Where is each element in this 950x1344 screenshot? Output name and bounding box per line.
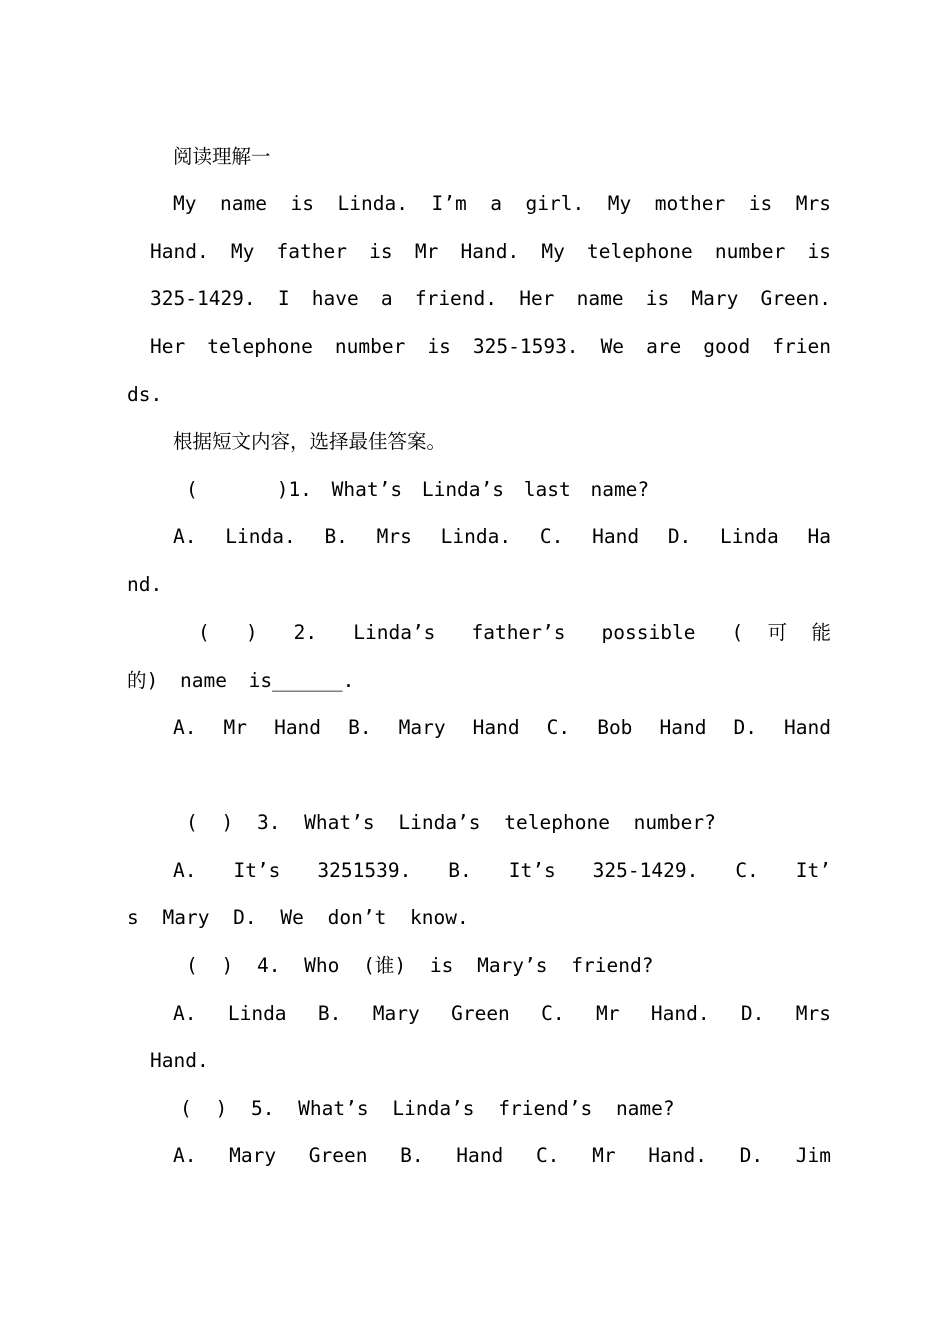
- section-title: 阅读理解一: [173, 145, 271, 168]
- question-5-options: A. Mary Green B. Hand C. Mr Hand. D. Jim: [173, 1144, 831, 1167]
- question-1-options: A. Linda. B. Mrs Linda. C. Hand D. Linda Ha: [173, 525, 831, 548]
- question-4-options: A. Linda B. Mary Green C. Mr Hand. D. Mrs: [173, 1002, 831, 1025]
- question-1-options-cont: nd.: [127, 573, 163, 596]
- question-2-stem-cont: 的) name is______.: [127, 669, 355, 692]
- question-4-stem: ( ) 4. Who (谁) is Mary’s friend?: [186, 954, 654, 977]
- question-3-options-cont: s Mary D. We don’t know.: [127, 906, 469, 929]
- question-2-options: A. Mr Hand B. Mary Hand C. Bob Hand D. Hand: [173, 716, 831, 739]
- passage-line: Hand. My father is Mr Hand. My telephone number is: [150, 240, 831, 263]
- question-5-stem: ( ) 5. What’s Linda’s friend’s name?: [180, 1097, 675, 1120]
- question-3-stem: ( ) 3. What’s Linda’s telephone number?: [186, 811, 716, 834]
- passage-line: ds.: [127, 383, 163, 406]
- question-1-stem: ( )1. What’s Linda’s last name?: [186, 478, 650, 501]
- question-2-stem: ( ) 2. Linda’s father’s possible (可能: [198, 621, 831, 644]
- instruction: 根据短文内容，选择最佳答案。: [173, 430, 447, 453]
- passage-line: Her telephone number is 325-1593. We are good frien: [150, 335, 831, 358]
- passage-line: 325-1429. I have a friend. Her name is Mary Green.: [150, 287, 831, 310]
- question-4-options-cont: Hand.: [150, 1049, 209, 1072]
- passage-line: My name is Linda. I’m a girl. My mother is Mrs: [173, 192, 831, 215]
- question-3-options: A. It’s 3251539. B. It’s 325-1429. C. It’: [173, 859, 831, 882]
